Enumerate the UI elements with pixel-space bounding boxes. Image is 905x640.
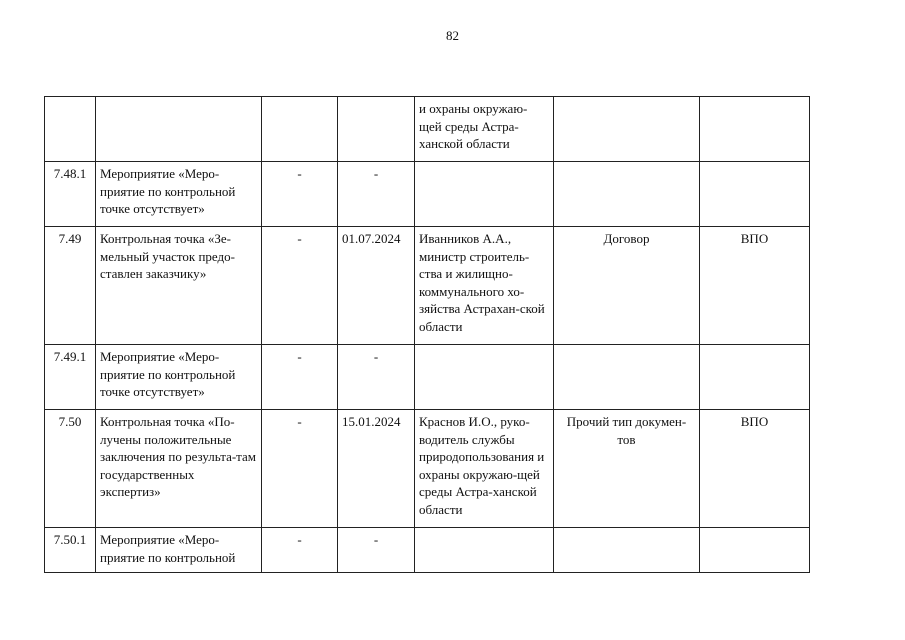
date-cell: 01.07.2024 [338, 227, 415, 345]
system-cell: ВПО [700, 227, 810, 345]
column-3-cell: - [262, 227, 338, 345]
row-number-cell [45, 97, 96, 162]
system-cell [700, 97, 810, 162]
title-cell: Мероприятие «Меро-приятие по контрольной [96, 528, 262, 573]
responsible-cell: и охраны окружаю-щей среды Астра-ханской области [415, 97, 554, 162]
control-points-table [44, 96, 810, 573]
column-3-cell: - [262, 162, 338, 227]
document-type-cell [554, 345, 700, 410]
system-cell [700, 162, 810, 227]
responsible-cell: Краснов И.О., руко-водитель службы природопользования и охраны окружаю-щей среды Астра-ханской области [415, 410, 554, 528]
row-number-cell: 7.50 [45, 410, 96, 528]
title-cell: Мероприятие «Меро-приятие по контрольной точке отсутствует» [96, 162, 262, 227]
system-cell [700, 528, 810, 573]
table-row [45, 345, 810, 410]
document-type-cell [554, 162, 700, 227]
date-cell: - [338, 345, 415, 410]
document-type-cell: Договор [554, 227, 700, 345]
document-type-cell [554, 528, 700, 573]
date-cell [338, 97, 415, 162]
page-number: 82 [446, 28, 459, 43]
row-number-cell: 7.50.1 [45, 528, 96, 573]
column-3-cell: - [262, 528, 338, 573]
title-cell: Мероприятие «Меро-приятие по контрольной точке отсутствует» [96, 345, 262, 410]
responsible-cell: Иванников А.А., министр строитель-ства и жилищно-коммунального хо-зяйства Астрахан-ской области [415, 227, 554, 345]
table-row [45, 528, 810, 573]
responsible-cell [415, 345, 554, 410]
table-row [45, 410, 810, 528]
document-type-cell: Прочий тип докумен-тов [554, 410, 700, 528]
row-number-cell: 7.48.1 [45, 162, 96, 227]
document-type-cell [554, 97, 700, 162]
responsible-cell [415, 162, 554, 227]
title-cell [96, 97, 262, 162]
title-cell: Контрольная точка «По-лучены положительные заключения по результа-там государственных экспертиз» [96, 410, 262, 528]
row-number-cell: 7.49 [45, 227, 96, 345]
date-cell: 15.01.2024 [338, 410, 415, 528]
row-number-cell: 7.49.1 [45, 345, 96, 410]
system-cell [700, 345, 810, 410]
title-cell: Контрольная точка «Зе-мельный участок предо-ставлен заказчику» [96, 227, 262, 345]
table-row [45, 162, 810, 227]
column-3-cell: - [262, 410, 338, 528]
column-3-cell: - [262, 345, 338, 410]
date-cell: - [338, 162, 415, 227]
table-row [45, 97, 810, 162]
responsible-cell [415, 528, 554, 573]
column-3-cell [262, 97, 338, 162]
date-cell: - [338, 528, 415, 573]
system-cell: ВПО [700, 410, 810, 528]
table-row [45, 227, 810, 345]
